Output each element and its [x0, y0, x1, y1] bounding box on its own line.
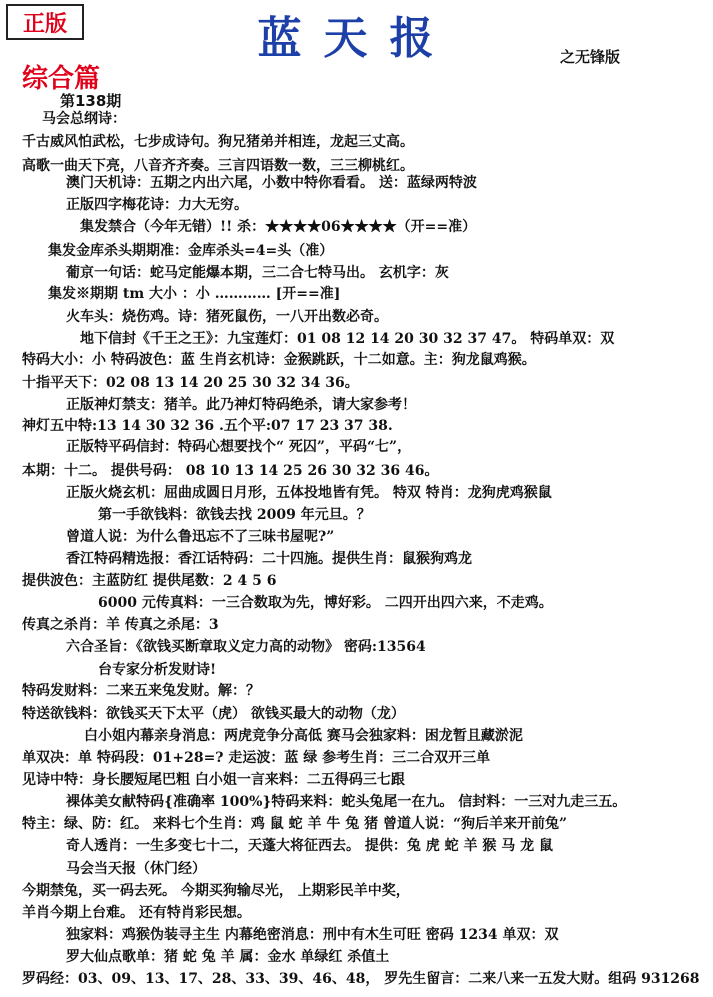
text-line: 集发金库杀头期期准：金库杀头=4=头（准）: [48, 243, 334, 259]
newspaper-title: 蓝天报: [257, 13, 456, 64]
authentic-stamp: 正版: [6, 4, 84, 40]
text-line: 正版神灯禁支：猪羊。此乃神灯特码绝杀，请大家参考！: [66, 397, 416, 413]
text-line: 羊肖今期上台难。 还有特肖彩民想。: [22, 905, 251, 921]
edition-label: 之无锋版: [560, 48, 621, 66]
text-line: 集发禁合（今年无错）!! 杀：★★★★06★★★★（开==准）: [80, 219, 477, 235]
text-line: 特码发财料：二来五来兔发财。解：？: [22, 683, 260, 699]
text-line: 火车头：烧伤鸡。诗：猪死鼠伤，一八开出数必奇。: [66, 309, 388, 325]
text-line: 地下信封《千王之王》：九宝莲灯：01 08 12 14 20 30 32 37 47。 特码单双：双: [80, 331, 615, 347]
text-line: 正版特平码信封：特码心想要找个“ 死囚”，平码“七”，: [66, 439, 412, 455]
text-line: 第一手欲钱料：欲钱去找 2009 年元旦。？: [98, 507, 371, 523]
text-line: 台专家分析发财诗!: [98, 662, 217, 678]
text-line: 十指平天下：02 08 13 14 20 25 30 32 34 36。: [22, 375, 359, 391]
text-line: 奇人透肖：一生多变七十二，天蓬大将征西去。 提供：兔 虎 蛇 羊 猴 马 龙 鼠: [66, 838, 553, 854]
text-line: 千古威风怕武松，七步成诗句。狗兄猪弟并相连，龙起三丈高。: [22, 134, 414, 150]
text-line: 罗码经：03、09、13、17、28、33、39、46、48， 罗先生留言：二来八来一五发大财。组码 931268: [22, 971, 700, 987]
text-line: 香江特码精选报：香江话特码：二十四施。提供生肖：鼠猴狗鸡龙: [66, 551, 472, 567]
text-line: 今期禁兔，买一码去死。 今期买狗输尽光， 上期彩民羊中奖，: [22, 883, 410, 899]
text-line: 六合圣旨：《欲钱买断章取义定力高的动物》 密码:13564: [66, 639, 426, 655]
text-line: 曾道人说：为什么鲁迅忘不了三味书屋呢?”: [66, 529, 335, 545]
text-line: 特主：绿、防：红。 来料七个生肖：鸡 鼠 蛇 羊 牛 兔 猪 曾道人说：“狗后羊来开前兔”: [22, 816, 568, 832]
text-line: 澳门天机诗：五期之内出六尾，小数中特你看看。 送：蓝绿两特波: [66, 175, 477, 191]
text-line: 特送欲钱料：欲钱买天下太平（虎） 欲钱买最大的动物（龙）: [22, 706, 405, 722]
text-line: 独家料：鸡猴伪装寻主生 内幕绝密消息：刑中有木生可旺 密码 1234 单双：双: [66, 927, 559, 943]
text-line: 罗大仙点歌单：猪 蛇 兔 羊 属：金水 单绿红 杀值土: [66, 949, 390, 965]
text-line: 高歌一曲天下亮，八音齐齐奏。三言四语数一数，三三柳桃红。: [22, 158, 414, 174]
text-line: 正版四字梅花诗：力大无穷。: [66, 197, 248, 213]
text-line: 提供波色：主蓝防红 提供尾数：2 4 5 6: [22, 573, 277, 589]
text-line: 裸体美女献特码{准确率 100%}特码来料：蛇头兔尾一在九。 信封料：一三对九走三五。: [66, 794, 627, 810]
text-line: 集发※期期 tm 大小 ：小 ………… [开==准]: [48, 286, 341, 302]
section-title: 综合篇: [22, 64, 101, 94]
text-line: 马会当天报（休门经）: [66, 861, 206, 877]
text-line: 单双决：单 特码段：01+28=? 走运波：蓝 绿 参考生肖：三二合双开三单: [22, 750, 491, 766]
issue-number: 第138期: [60, 92, 122, 110]
text-line: 见诗中特：身长腰短尾巴粗 白小姐一言来料：二五得码三七跟: [22, 772, 405, 788]
text-line: 本期：十二。 提供号码： 08 10 13 14 25 26 30 32 36 46。: [22, 463, 439, 479]
text-line: 神灯五中特:13 14 30 32 36 .五个平:07 17 23 37 38.: [22, 418, 393, 434]
text-line: 6000 元传真料：一三合数取为先，博好彩。 二四开出四六来，不走鸡。: [98, 595, 553, 611]
text-line: 白小姐内幕亲身消息：两虎竞争分高低 赛马会独家料：困龙暂且藏淤泥: [84, 728, 523, 744]
text-line: 正版火烧玄机：屈曲成圆日月形，五体投地皆有凭。 特双 特肖：龙狗虎鸡猴鼠: [66, 485, 552, 501]
text-line: 马会总纲诗：: [42, 111, 126, 127]
text-line: 特码大小：小 特码波色：蓝 生肖玄机诗：金猴跳跃，十二如意。主：狗龙鼠鸡猴。: [22, 352, 536, 368]
text-line: 葡京一句话：蛇马定能爆本期，三二合七特马出。 玄机字：灰: [66, 265, 449, 281]
text-line: 传真之杀肖：羊 传真之杀尾：3: [22, 617, 219, 633]
